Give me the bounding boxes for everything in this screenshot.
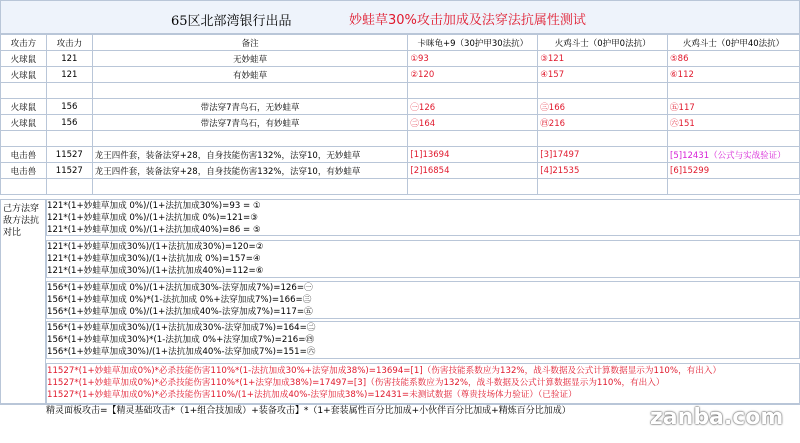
col-header: 攻击方 xyxy=(1,35,47,51)
note-cell: 带法穿7青鸟石，有妙蛙草 xyxy=(92,115,408,131)
result-cell: [6]15299 xyxy=(668,163,800,179)
formula-line: 121*(1+妙蛙草加成30%)/(1+法抗加成40%)=112=⑥ xyxy=(47,266,264,276)
formula-line: 11527*(1+妙蛙草加成0%)*必杀技能伤害110%*(1-法抗加成30%+法穿加成38%)=13694=[1]（伤害技能系数应为132%，战斗数据及公式计算数据显示为110%，有出入） xyxy=(47,366,722,376)
compare-label: 己方法穿敌方法抗对比 xyxy=(0,199,46,404)
col-header: 火鸡斗士（0护甲40法抗） xyxy=(668,35,800,51)
table-header-row xyxy=(1,35,800,51)
empty-cell xyxy=(46,83,92,99)
result-cell: ⑥112 xyxy=(668,67,800,83)
col-header: 火鸡斗士（0护甲0法抗） xyxy=(538,35,668,51)
result-cell: ㊄117 xyxy=(668,99,800,115)
page-subtitle: 妙蛙草30%攻击加成及法穿法抗属性测试 xyxy=(349,13,586,28)
attack-cell: 121 xyxy=(46,51,92,67)
result-cell: ②120 xyxy=(408,67,538,83)
result-cell: ㊂166 xyxy=(538,99,668,115)
result-cell: [2]16854 xyxy=(408,163,538,179)
col-header: 卡咪龟+9（30护甲30法抗） xyxy=(408,35,538,51)
attacker-cell: 火球鼠 xyxy=(1,51,47,67)
formula-line: 156*(1+妙蛙草加成 0%)/(1+法抗加成40%-法穿加成7%)=117=㊄ xyxy=(47,307,313,317)
formula-line: 121*(1+妙蛙草加成 0%)/(1+法抗加成 0%)=121=③ xyxy=(47,213,258,223)
note-cell: 无妙蛙草 xyxy=(92,51,408,67)
empty-cell xyxy=(92,131,408,147)
note-cell: 有妙蛙草 xyxy=(92,67,408,83)
note-cell: 带法穿7青鸟石，无妙蛙草 xyxy=(92,99,408,115)
table-row-empty xyxy=(1,83,800,99)
empty-cell xyxy=(668,179,800,195)
formula-line: 121*(1+妙蛙草加成30%)/(1+法抗加成30%)=120=② xyxy=(47,242,264,252)
damage-table xyxy=(0,34,800,195)
formula-line: 121*(1+妙蛙草加成 0%)/(1+法抗加成30%)=93 = ① xyxy=(47,201,261,211)
result-cell: [1]13694 xyxy=(408,147,538,163)
empty-cell xyxy=(1,179,47,195)
result-cell: ㊃216 xyxy=(538,115,668,131)
formula-line: 11527*(1+妙蛙草加成0%)*必杀技能伤害110%/(1+法抗加成40%-法穿加成38%)=12431=未测试数据（尊贵技场体力验证）（已验证） xyxy=(47,390,577,400)
formula-line: 156*(1+妙蛙草加成30%)/(1+法抗加成30%-法穿加成7%)=164=㊁ xyxy=(47,323,316,333)
page-header xyxy=(0,0,800,34)
empty-cell xyxy=(46,179,92,195)
attack-cell: 11527 xyxy=(46,147,92,163)
attacker-cell: 电击兽 xyxy=(1,147,47,163)
table-row xyxy=(1,115,800,131)
table-row xyxy=(1,67,800,83)
formula-line: 156*(1+妙蛙草加成30%)*(1-法抗加成 0%+法穿加成7%)=216=㊃ xyxy=(47,335,315,345)
empty-cell xyxy=(46,131,92,147)
empty-cell xyxy=(408,131,538,147)
attacker-cell: 火球鼠 xyxy=(1,99,47,115)
result-cell: [5]12431（公式与实战验证） xyxy=(668,147,800,163)
attacker-cell: 火球鼠 xyxy=(1,115,47,131)
formula-line: 156*(1+妙蛙草加成 0%)*(1-法抗加成 0%+法穿加成7%)=166=㊂ xyxy=(47,295,312,305)
empty-cell xyxy=(668,131,800,147)
result-cell: ⑤86 xyxy=(668,51,800,67)
table-row-empty xyxy=(1,179,800,195)
empty-cell xyxy=(92,83,408,99)
attack-cell: 156 xyxy=(46,99,92,115)
attack-cell: 121 xyxy=(46,67,92,83)
result-cell: ③121 xyxy=(538,51,668,67)
empty-cell xyxy=(538,83,668,99)
formula-line: 121*(1+妙蛙草加成 0%)/(1+法抗加成40%)=86 = ⑤ xyxy=(47,225,261,235)
formula-line: 156*(1+妙蛙草加成30%)/(1+法抗加成40%-法穿加成7%)=151=㊅ xyxy=(47,347,316,357)
result-cell: [3]17497 xyxy=(538,147,668,163)
watermark-logo: zanba.com xyxy=(650,405,784,430)
col-header: 攻击力 xyxy=(46,35,92,51)
formula-line: 11527*(1+妙蛙草加成0%)*必杀技能伤害110%*(1+法穿加成38%)=17497=[3]（伤害技能系数应为132%，战斗数据及公式计算数据显示为110%，有出入） xyxy=(47,378,665,388)
note-cell: 龙王四件套，装备法穿+28，自身技能伤害132%，法穿10，有妙蛙草 xyxy=(92,163,408,179)
table-row-empty xyxy=(1,131,800,147)
empty-cell xyxy=(92,179,408,195)
result-cell: ㊀126 xyxy=(408,99,538,115)
result-cell: ㊁164 xyxy=(408,115,538,131)
panel-attack-formula: 精灵面板攻击=【精灵基础攻击*（1+组合技加成）+装备攻击】*（1+套装属性百分比加成+小伙伴百分比加成+精炼百分比加成） xyxy=(46,406,571,416)
empty-cell xyxy=(1,131,47,147)
attack-cell: 11527 xyxy=(46,163,92,179)
note-cell: 龙王四件套，装备法穿+28，自身技能伤害132%，法穿10，无妙蛙草 xyxy=(92,147,408,163)
table-row xyxy=(1,99,800,115)
result-cell: ㊅151 xyxy=(668,115,800,131)
result-cell: ④157 xyxy=(538,67,668,83)
empty-cell xyxy=(668,83,800,99)
attacker-cell: 电击兽 xyxy=(1,163,47,179)
empty-cell xyxy=(538,179,668,195)
empty-cell xyxy=(538,131,668,147)
formula-line: 156*(1+妙蛙草加成 0%)/(1+法抗加成30%-法穿加成7%)=126=㊀ xyxy=(47,283,313,293)
page-title: 65区北部湾银行出品 xyxy=(171,14,292,29)
table-row xyxy=(1,163,800,179)
result-cell: [4]21535 xyxy=(538,163,668,179)
table-row xyxy=(1,51,800,67)
attacker-cell: 火球鼠 xyxy=(1,67,47,83)
attack-cell: 156 xyxy=(46,115,92,131)
formula-line: 121*(1+妙蛙草加成30%)/(1+法抗加成 0%)=157=④ xyxy=(47,254,261,264)
empty-cell xyxy=(408,83,538,99)
empty-cell xyxy=(408,179,538,195)
result-cell: ①93 xyxy=(408,51,538,67)
col-header: 备注 xyxy=(92,35,408,51)
table-row xyxy=(1,147,800,163)
empty-cell xyxy=(1,83,47,99)
